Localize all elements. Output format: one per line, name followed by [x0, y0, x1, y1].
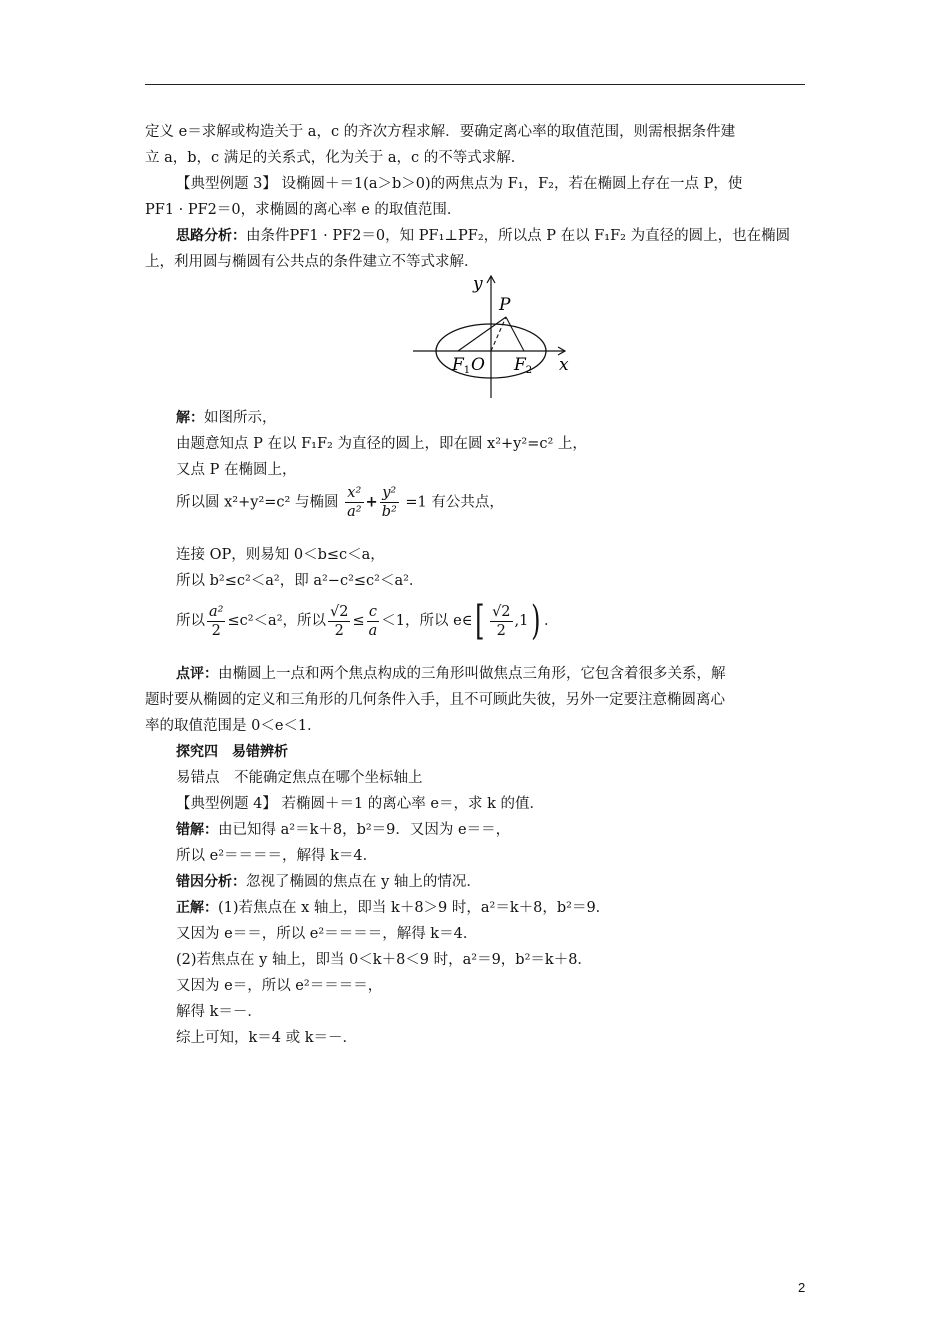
focus-f2-label: F2 [514, 355, 533, 376]
solution-text: =1 有公共点， [405, 494, 504, 511]
analysis-line: 上，利用圆与椭圆有公共点的条件建立不等式求解． [145, 254, 479, 270]
solution-line [176, 408, 277, 428]
example-3-statement: PF1 · PF2＝0，求椭圆的离心率 e 的取值范围． [145, 202, 462, 218]
correct-solution-line: 又因为 e＝＝，所以 e²＝＝＝＝，解得 k＝4． [176, 926, 478, 942]
solution-line: 由题意知点 P 在以 F₁F₂ 为直径的圆上，即在圆 x²+y²=c² 上， [176, 436, 587, 452]
solution-line: 连接 OP，则易知 0＜b≤c＜a， [176, 547, 385, 563]
correct-solution-line: 解得 k＝－． [176, 1004, 262, 1020]
paragraph-line: 定义 e＝求解或构造关于 a，c 的齐次方程求解．要确定离心率的取值范围，则需根据条件建 [145, 124, 736, 140]
page-number: 2 [798, 1280, 806, 1295]
origin-label: O [471, 355, 485, 375]
x-axis-label: x [559, 355, 569, 375]
header-rule [145, 84, 805, 85]
solution-line: 所以 b²≤c²＜a²，即 a²−c²≤c²＜a²． [176, 573, 424, 589]
y-axis-label: y [473, 274, 483, 294]
correct-solution-label: 正解： [176, 900, 218, 916]
wrong-solution-label: 错解： [176, 822, 218, 838]
example-3-statement: 【典型例题 3】 设椭圆＋＝1(a＞b＞0)的两焦点为 F₁，F₂，若在椭圆上存在一点 P，使 [176, 176, 743, 192]
point-p-label: P [499, 295, 511, 315]
fraction-sqrt2-2: $\frac{√2}{2}$ [492, 603, 511, 639]
comment-line [176, 664, 726, 684]
solution-line-ellipse: 所以圆 x²+y²=c² 与椭圆 $\frac{\text{x²}}{\text{a²}}$ + $\frac{\text{y²}}{\text{b²}}$ =1 有公共点， [176, 485, 504, 520]
ellipse-figure [405, 270, 585, 402]
fraction-sqrt2-2: $\frac{√2}{2}$ [330, 603, 349, 639]
error-reason-label: 错因分析： [176, 874, 246, 890]
paragraph-line: 立 a，b，c 满足的关系式，化为关于 a，c 的不等式求解． [145, 150, 526, 166]
comment-label: 点评： [176, 666, 218, 682]
wrong-solution-line: 错解：由已知得 a²＝k＋8，b²＝9．又因为 e＝＝， [176, 822, 511, 838]
correct-solution-line: 又因为 e＝，所以 e²＝＝＝＝， [176, 978, 383, 994]
solution-line-range: 所以 $\frac{\text{a²}}{2}$ ≤c²＜a²，所以 $\frac{√2}{2}$ ≤ $\frac{c}{a}$ ＜1，所以 e∈[ $\frac{√2}{2}$ ,1) ． [176, 598, 559, 644]
solution-label: 解： [176, 410, 204, 426]
fraction-a2-2: $\frac{\text{a²}}{2}$ [209, 603, 224, 639]
comment-line: 题时要从椭圆的定义和三角形的几何条件入手，且不可顾此失彼，另外一定要注意椭圆离心 [145, 692, 725, 708]
solution-text: 所以圆 x²+y²=c² 与椭圆 [176, 494, 339, 511]
focus-f1-label: F1 [452, 355, 471, 376]
analysis-text: 由条件PF1 · PF2＝0，知 PF₁⊥PF₂，所以点 P 在以 F₁F₂ 为直径的圆上，也在椭圆 [246, 228, 791, 244]
comment-text: 由椭圆上一点和两个焦点构成的三角形叫做焦点三角形，它包含着很多关系，解 [218, 666, 726, 682]
correct-solution-line: 综上可知，k＝4 或 k＝－． [176, 1030, 358, 1046]
segment-pf2 [506, 317, 524, 351]
error-reason-line: 错因分析：忽视了椭圆的焦点在 y 轴上的情况． [176, 874, 481, 890]
section-heading: 探究四 易错辨析 [176, 744, 288, 760]
correct-solution-line: 正解：(1)若焦点在 x 轴上，即当 k＋8＞9 时，a²＝k＋8，b²＝9． [176, 900, 611, 916]
fraction-x2-a2: $\frac{\text{x²}}{\text{a²}}$ [347, 485, 362, 520]
comment-line: 率的取值范围是 0＜e＜1． [145, 718, 322, 734]
fraction-c-a: $\frac{c}{a}$ [368, 603, 378, 639]
solution-line: 又点 P 在椭圆上， [176, 462, 297, 478]
fraction-y2-b2: $\frac{\text{y²}}{\text{b²}}$ [381, 485, 397, 520]
analysis-label: 思路分析： [176, 228, 246, 244]
correct-solution-line: (2)若焦点在 y 轴上，即当 0＜k＋8＜9 时，a²＝9，b²＝k＋8． [176, 952, 592, 968]
wrong-solution-line: 所以 e²＝＝＝＝，解得 k＝4． [176, 848, 378, 864]
example-4-statement: 【典型例题 4】 若椭圆＋＝1 的离心率 e＝，求 k 的值． [176, 796, 544, 812]
segment-pf1 [458, 317, 506, 351]
analysis-line [176, 226, 790, 246]
error-point-title: 易错点 不能确定焦点在哪个坐标轴上 [176, 770, 423, 786]
solution-text: 如图所示， [204, 410, 277, 426]
